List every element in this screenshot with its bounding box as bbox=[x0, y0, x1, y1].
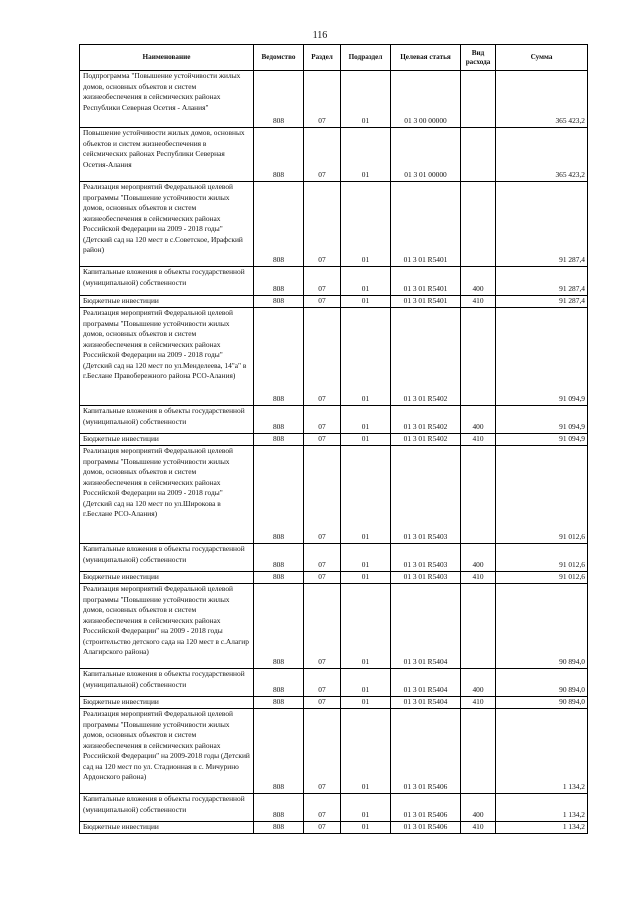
cell-target: 01 3 01 R5404 bbox=[391, 697, 461, 709]
cell-department: 808 bbox=[254, 697, 304, 709]
cell-subsection: 01 bbox=[341, 822, 391, 834]
cell-subsection: 01 bbox=[341, 71, 391, 128]
table-row bbox=[80, 267, 588, 296]
cell-subsection: 01 bbox=[341, 434, 391, 446]
cell-expense-type: 410 bbox=[461, 296, 496, 308]
cell-department: 808 bbox=[254, 584, 304, 669]
cell-amount: 91 287,4 bbox=[496, 296, 588, 308]
cell-target: 01 3 01 R5401 bbox=[391, 182, 461, 267]
cell-amount: 91 094,9 bbox=[496, 406, 588, 434]
cell-name: Капитальные вложения в объекты государственной (муниципальной) собственности bbox=[80, 406, 254, 434]
cell-amount: 1 134,2 bbox=[496, 822, 588, 834]
header-name: Наименование bbox=[80, 45, 254, 71]
cell-subsection: 01 bbox=[341, 406, 391, 434]
table-row bbox=[80, 794, 588, 822]
header-department: Ведомство bbox=[254, 45, 304, 71]
table-row bbox=[80, 709, 588, 794]
table-row bbox=[80, 182, 588, 267]
cell-subsection: 01 bbox=[341, 669, 391, 697]
cell-amount: 1 134,2 bbox=[496, 794, 588, 822]
cell-amount: 90 894,0 bbox=[496, 697, 588, 709]
cell-name: Повышение устойчивости жилых домов, основных объектов и систем жизнеобеспечения в сейсмических районах Республики Северная Осетия-Алания bbox=[80, 128, 254, 182]
cell-target: 01 3 01 R5402 bbox=[391, 308, 461, 406]
table-row bbox=[80, 822, 588, 834]
cell-department: 808 bbox=[254, 446, 304, 544]
cell-section: 07 bbox=[304, 182, 341, 267]
cell-department: 808 bbox=[254, 296, 304, 308]
table-row bbox=[80, 697, 588, 709]
table-row bbox=[80, 308, 588, 406]
cell-subsection: 01 bbox=[341, 267, 391, 296]
cell-expense-type: 400 bbox=[461, 669, 496, 697]
cell-expense-type: 400 bbox=[461, 794, 496, 822]
table-row bbox=[80, 434, 588, 446]
cell-department: 808 bbox=[254, 794, 304, 822]
cell-section: 07 bbox=[304, 446, 341, 544]
cell-subsection: 01 bbox=[341, 296, 391, 308]
table-row bbox=[80, 71, 588, 128]
header-section: Раздел bbox=[304, 45, 341, 71]
cell-subsection: 01 bbox=[341, 572, 391, 584]
cell-expense-type bbox=[461, 584, 496, 669]
table-row bbox=[80, 406, 588, 434]
cell-target: 01 3 01 R5406 bbox=[391, 822, 461, 834]
header-amount: Сумма bbox=[496, 45, 588, 71]
cell-target: 01 3 01 R5402 bbox=[391, 434, 461, 446]
cell-name: Бюджетные инвестиции bbox=[80, 434, 254, 446]
cell-subsection: 01 bbox=[341, 544, 391, 572]
cell-section: 07 bbox=[304, 308, 341, 406]
cell-amount: 365 423,2 bbox=[496, 71, 588, 128]
cell-name: Реализация мероприятий Федеральной целевой программы "Повышение устойчивости жилых домов, основных объектов и систем жизнеобеспечения в сейсмических районах Российской Федерации на 2009 - 2018 годы" (Детский сад на 120 мест по ул.Менделеева, 14"а" в г.Беслане Правобережного района РСО-Алания) bbox=[80, 308, 254, 406]
cell-department: 808 bbox=[254, 709, 304, 794]
cell-target: 01 3 01 R5403 bbox=[391, 572, 461, 584]
cell-amount: 91 012,6 bbox=[496, 544, 588, 572]
header-subsection: Подраздел bbox=[341, 45, 391, 71]
cell-target: 01 3 01 R5402 bbox=[391, 406, 461, 434]
cell-expense-type bbox=[461, 71, 496, 128]
cell-department: 808 bbox=[254, 572, 304, 584]
cell-expense-type: 410 bbox=[461, 822, 496, 834]
cell-target: 01 3 01 R5406 bbox=[391, 794, 461, 822]
cell-section: 07 bbox=[304, 296, 341, 308]
cell-expense-type: 410 bbox=[461, 434, 496, 446]
cell-department: 808 bbox=[254, 822, 304, 834]
budget-table bbox=[79, 44, 588, 834]
cell-expense-type: 400 bbox=[461, 406, 496, 434]
cell-subsection: 01 bbox=[341, 709, 391, 794]
cell-subsection: 01 bbox=[341, 584, 391, 669]
cell-name: Реализация мероприятий Федеральной целевой программы "Повышение устойчивости жилых домов, основных объектов и систем жизнеобеспечения в сейсмических районах Российской Федерации на 2009 - 2018 годы" (Детский сад на 120 мест по ул.Широкова в г.Беслане РСО-Алания) bbox=[80, 446, 254, 544]
cell-name: Реализация мероприятий Федеральной целевой программы "Повышение устойчивости жилых домов, основных объектов и систем жизнеобеспечения в сейсмических районах Российской Федерации на 2009 - 2018 годы" (Детский сад на 120 мест в с.Советское, Ирафский район) bbox=[80, 182, 254, 267]
cell-name: Бюджетные инвестиции bbox=[80, 572, 254, 584]
cell-subsection: 01 bbox=[341, 446, 391, 544]
cell-section: 07 bbox=[304, 697, 341, 709]
cell-name: Капитальные вложения в объекты государственной (муниципальной) собственности bbox=[80, 544, 254, 572]
cell-target: 01 3 01 R5404 bbox=[391, 669, 461, 697]
cell-expense-type bbox=[461, 446, 496, 544]
table-body bbox=[80, 71, 588, 834]
cell-amount: 90 894,0 bbox=[496, 669, 588, 697]
table-row bbox=[80, 128, 588, 182]
table-row bbox=[80, 446, 588, 544]
cell-section: 07 bbox=[304, 267, 341, 296]
header-expense-type: Вид расхода bbox=[461, 45, 496, 71]
cell-section: 07 bbox=[304, 669, 341, 697]
cell-name: Бюджетные инвестиции bbox=[80, 296, 254, 308]
cell-department: 808 bbox=[254, 669, 304, 697]
cell-expense-type: 400 bbox=[461, 544, 496, 572]
header-target: Целевая статья bbox=[391, 45, 461, 71]
cell-target: 01 3 01 R5404 bbox=[391, 584, 461, 669]
cell-amount: 91 094,9 bbox=[496, 308, 588, 406]
cell-expense-type bbox=[461, 128, 496, 182]
cell-department: 808 bbox=[254, 544, 304, 572]
cell-amount: 91 287,4 bbox=[496, 182, 588, 267]
cell-expense-type: 410 bbox=[461, 697, 496, 709]
page-number: 116 bbox=[312, 30, 328, 41]
cell-amount: 1 134,2 bbox=[496, 709, 588, 794]
cell-subsection: 01 bbox=[341, 182, 391, 267]
cell-amount: 91 012,6 bbox=[496, 446, 588, 544]
cell-expense-type bbox=[461, 182, 496, 267]
cell-target: 01 3 01 00000 bbox=[391, 128, 461, 182]
cell-section: 07 bbox=[304, 434, 341, 446]
cell-section: 07 bbox=[304, 822, 341, 834]
cell-name: Капитальные вложения в объекты государственной (муниципальной) собственности bbox=[80, 669, 254, 697]
cell-department: 808 bbox=[254, 182, 304, 267]
cell-name: Бюджетные инвестиции bbox=[80, 822, 254, 834]
cell-expense-type: 410 bbox=[461, 572, 496, 584]
cell-department: 808 bbox=[254, 71, 304, 128]
cell-expense-type: 400 bbox=[461, 267, 496, 296]
cell-target: 01 3 01 R5406 bbox=[391, 709, 461, 794]
cell-name: Реализация мероприятий Федеральной целевой программы "Повышение устойчивости жилых домов, основных объектов и систем жизнеобеспечения в сейсмических районах Российской Федерации" на 2009 - 2018 годы (строительство детского сада на 120 мест в с.Алагир Алагирского района) bbox=[80, 584, 254, 669]
cell-target: 01 3 01 R5401 bbox=[391, 296, 461, 308]
cell-department: 808 bbox=[254, 434, 304, 446]
table-row bbox=[80, 544, 588, 572]
cell-amount: 91 094,9 bbox=[496, 434, 588, 446]
cell-department: 808 bbox=[254, 128, 304, 182]
cell-section: 07 bbox=[304, 406, 341, 434]
cell-subsection: 01 bbox=[341, 308, 391, 406]
cell-section: 07 bbox=[304, 709, 341, 794]
cell-name: Бюджетные инвестиции bbox=[80, 697, 254, 709]
cell-target: 01 3 01 R5401 bbox=[391, 267, 461, 296]
cell-subsection: 01 bbox=[341, 128, 391, 182]
cell-department: 808 bbox=[254, 406, 304, 434]
cell-amount: 91 287,4 bbox=[496, 267, 588, 296]
table-header-row bbox=[80, 45, 588, 71]
cell-section: 07 bbox=[304, 544, 341, 572]
cell-amount: 90 894,0 bbox=[496, 584, 588, 669]
cell-section: 07 bbox=[304, 71, 341, 128]
cell-subsection: 01 bbox=[341, 794, 391, 822]
cell-section: 07 bbox=[304, 584, 341, 669]
cell-department: 808 bbox=[254, 308, 304, 406]
cell-department: 808 bbox=[254, 267, 304, 296]
cell-name: Подпрограмма "Повышение устойчивости жилых домов, основных объектов и систем жизнеобеспечения в сейсмических районах Республики Северная Осетия - Алания" bbox=[80, 71, 254, 128]
table-row bbox=[80, 572, 588, 584]
cell-name: Капитальные вложения в объекты государственной (муниципальной) собственности bbox=[80, 794, 254, 822]
table-row bbox=[80, 669, 588, 697]
cell-target: 01 3 00 00000 bbox=[391, 71, 461, 128]
cell-amount: 91 012,6 bbox=[496, 572, 588, 584]
cell-name: Капитальные вложения в объекты государственной (муниципальной) собственности bbox=[80, 267, 254, 296]
cell-section: 07 bbox=[304, 128, 341, 182]
table-row bbox=[80, 296, 588, 308]
table-row bbox=[80, 584, 588, 669]
cell-expense-type bbox=[461, 308, 496, 406]
cell-target: 01 3 01 R5403 bbox=[391, 544, 461, 572]
cell-section: 07 bbox=[304, 572, 341, 584]
cell-subsection: 01 bbox=[341, 697, 391, 709]
cell-target: 01 3 01 R5403 bbox=[391, 446, 461, 544]
cell-expense-type bbox=[461, 709, 496, 794]
cell-amount: 365 423,2 bbox=[496, 128, 588, 182]
cell-name: Реализация мероприятий Федеральной целевой программы "Повышение устойчивости жилых домов, основных объектов и систем жизнеобеспечения в сейсмических районах Российской Федерации" на 2009-2018 годы (Детский сад на 120 мест по ул. Стадионная в с. Мичурино Ардонского района) bbox=[80, 709, 254, 794]
cell-section: 07 bbox=[304, 794, 341, 822]
